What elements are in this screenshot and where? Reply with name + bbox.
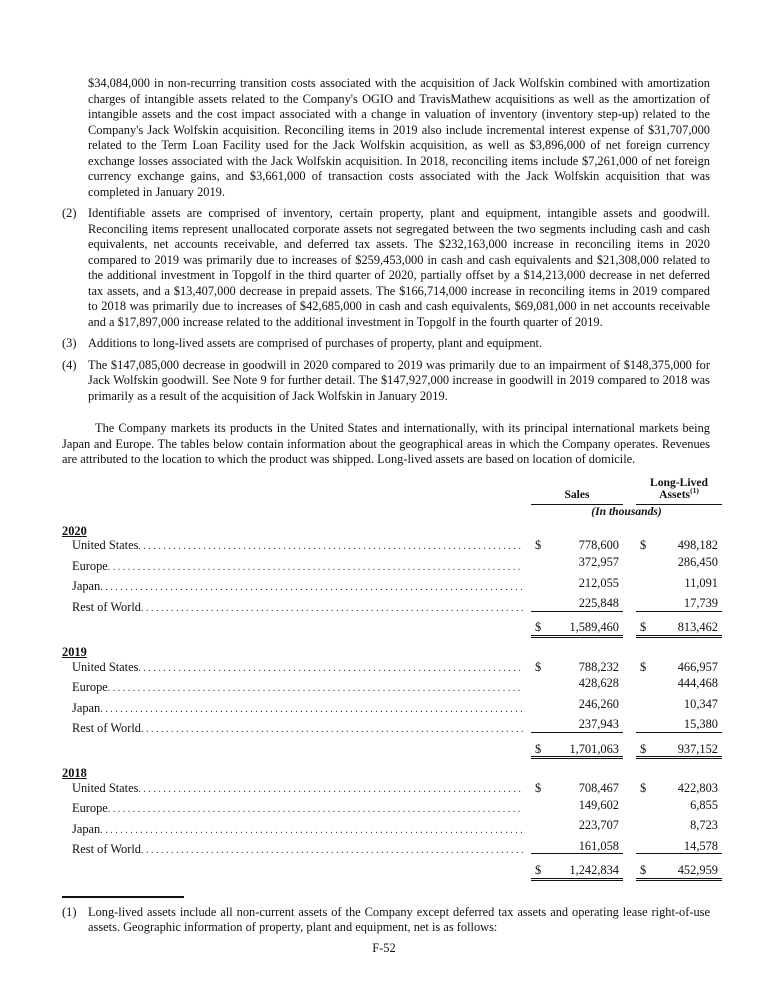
assets-value: 11,091 bbox=[684, 575, 718, 590]
assets-value: 14,578 bbox=[683, 838, 718, 853]
sales-cell bbox=[531, 697, 623, 712]
col-header-line1: Long-Lived bbox=[650, 475, 708, 489]
row-label: Europe bbox=[72, 558, 108, 573]
table-row bbox=[62, 818, 722, 838]
row-label: Japan bbox=[72, 821, 101, 836]
assets-total-value: 452,959 bbox=[677, 862, 718, 877]
assets-total-value: 813,462 bbox=[677, 620, 718, 635]
intro-paragraph: The Company markets its products in the United States and internationally, with its principal international markets being Japan and Europe. The tables below contain information about the geographical areas in which the Company operates. Revenues are attributed to the location to which the product was shipped. Long-lived assets are based on location of domicile. bbox=[62, 421, 710, 466]
sales-value: 161,058 bbox=[578, 838, 619, 853]
footnote-text: Long-lived assets include all non-current assets of the Company except deferred tax assets and operating lease right-of-use assets. Geographic information of property, plant and equipment, net is as follows: bbox=[88, 904, 710, 935]
table-total-row bbox=[62, 861, 722, 881]
table-col-header-long-lived-assets bbox=[636, 477, 722, 505]
dollar-sign: $ bbox=[640, 620, 647, 635]
assets-cell bbox=[636, 781, 722, 796]
table-row bbox=[62, 538, 722, 555]
sales-total-cell bbox=[531, 740, 623, 760]
sales-value: 778,600 bbox=[578, 538, 619, 553]
sales-cell bbox=[531, 676, 623, 691]
note-marker: (2) bbox=[62, 206, 77, 220]
sales-value: 149,602 bbox=[578, 797, 619, 812]
row-label: Europe bbox=[72, 801, 108, 816]
table-total-row bbox=[62, 740, 722, 760]
table-row bbox=[62, 660, 722, 677]
sales-cell bbox=[531, 781, 623, 796]
sales-value: 372,957 bbox=[578, 555, 619, 570]
table-group-2019 bbox=[62, 645, 722, 759]
dollar-sign: $ bbox=[535, 781, 542, 796]
assets-cell bbox=[636, 660, 722, 675]
dot-leader bbox=[108, 680, 523, 694]
dot-leader bbox=[100, 579, 523, 593]
row-label: Japan bbox=[72, 700, 101, 715]
dollar-sign: $ bbox=[535, 862, 542, 877]
assets-total-cell bbox=[636, 618, 722, 638]
footnote-1 bbox=[62, 905, 722, 936]
footnote-divider bbox=[62, 896, 184, 898]
footnote-ref-superscript: (1) bbox=[690, 486, 699, 496]
assets-value: 422,803 bbox=[677, 781, 718, 796]
sales-value: 212,055 bbox=[578, 575, 619, 590]
assets-cell bbox=[636, 798, 722, 813]
sales-cell bbox=[531, 818, 623, 833]
assets-cell bbox=[636, 818, 722, 833]
sales-cell bbox=[531, 576, 623, 591]
footnote-marker: (1) bbox=[62, 904, 77, 919]
assets-value: 8,723 bbox=[690, 818, 718, 833]
row-label: Rest of World bbox=[72, 842, 141, 857]
assets-cell bbox=[636, 697, 722, 712]
row-label: Rest of World bbox=[72, 599, 141, 614]
assets-total-cell bbox=[636, 740, 722, 760]
dollar-sign: $ bbox=[640, 862, 647, 877]
sales-value: 708,467 bbox=[578, 781, 619, 796]
table-row bbox=[62, 576, 722, 596]
assets-value: 444,468 bbox=[677, 676, 718, 691]
note-1-continuation bbox=[88, 76, 722, 200]
note-text: The $147,085,000 decrease in goodwill in 2020 compared to 2019 was primarily due to an impairment of $148,375,000 for Jack Wolfskin goodwill. See Note 9 for further detail. The $147,927,000 increase in goodwill in 2019 compared to 2018 was primarily as a result of the acquisition of Jack Wolfskin in January 2019. bbox=[88, 357, 710, 403]
dot-leader bbox=[100, 822, 523, 836]
geographic-table bbox=[62, 477, 722, 881]
year-header: 2018 bbox=[62, 766, 87, 781]
note-text: Identifiable assets are comprised of inventory, certain property, plant and equipment, intangible assets and goodwill. Reconciling items represent unallocated corporate assets not segregated between the two segments including cash and cash equivalents, net accounts receivable, and deferred tax assets. The $232,163,000 increase in reconciling items in 2020 compared to 2019 was primarily due to increases of $259,453,000 in cash and cash equivalents and $21,308,000 related to the additional investment in Topgolf in the third quarter of 2020, partially offset by a $14,213,000 decrease in net deferred tax assets, and a $13,407,000 decrease in prepaid assets. The $166,714,000 increase in reconciling items in 2019 compared to 2018 was primarily due to increases of $42,685,000 in cash and cash equivalents, $69,081,000 in net accounts receivable and a $17,897,000 increase related to the additional investment in Topgolf in the fourth quarter of 2019. bbox=[88, 206, 710, 329]
assets-cell bbox=[636, 538, 722, 553]
row-label: United States bbox=[72, 538, 139, 553]
col-header-line2: Assets bbox=[659, 488, 691, 502]
assets-value: 286,450 bbox=[677, 555, 718, 570]
sales-total-cell bbox=[531, 618, 623, 638]
table-units-row bbox=[62, 505, 722, 524]
page-number: F-52 bbox=[372, 941, 396, 955]
sales-value: 237,943 bbox=[578, 717, 619, 732]
assets-value: 10,347 bbox=[683, 696, 718, 711]
note-marker: (4) bbox=[62, 357, 77, 372]
assets-value: 15,380 bbox=[683, 717, 718, 732]
table-row bbox=[62, 555, 722, 575]
sales-total-value: 1,242,834 bbox=[569, 862, 619, 877]
assets-cell bbox=[636, 596, 722, 612]
year-header: 2019 bbox=[62, 645, 87, 660]
dot-leader bbox=[141, 842, 523, 856]
assets-cell bbox=[636, 576, 722, 591]
note-4 bbox=[62, 358, 722, 405]
dollar-sign: $ bbox=[535, 620, 542, 635]
row-label: United States bbox=[72, 659, 139, 674]
row-label: Europe bbox=[72, 680, 108, 695]
table-row bbox=[62, 697, 722, 717]
sales-cell bbox=[531, 798, 623, 813]
table-row bbox=[62, 717, 722, 737]
note-2 bbox=[62, 206, 722, 330]
assets-cell bbox=[636, 676, 722, 691]
dot-leader bbox=[141, 600, 523, 614]
table-row bbox=[62, 596, 722, 616]
note-text: $34,084,000 in non-recurring transition costs associated with the acquisition of Jack Wolfskin combined with amortization charges of intangible assets related to the Company's OGIO and TravisMathew acquisitions as well as the amortization of intangible assets and the cost impact associated with a change in valuation of inventory (inventory step-up) related to the Company's Jack Wolfskin acquisition. Reconciling items in 2019 also include incremental interest expense of $31,707,000 related to the Term Loan Facility used for the Jack Wolfskin acquisition, as well as $3,896,000 of net foreign currency exchange losses associated with the Jack Wolfskin acquisition. In 2018, reconciling items include $7,261,000 of net foreign currency exchange gains, and $3,661,000 of transaction costs associated with the Jack Wolfskin acquisition that was completed in January 2019. bbox=[88, 76, 710, 199]
sales-value: 223,707 bbox=[578, 818, 619, 833]
table-units-label: (In thousands) bbox=[591, 504, 662, 518]
sales-cell bbox=[531, 660, 623, 675]
assets-value: 17,739 bbox=[683, 595, 718, 610]
assets-total-value: 937,152 bbox=[677, 741, 718, 756]
sales-cell bbox=[531, 555, 623, 570]
dot-leader bbox=[108, 801, 523, 815]
dollar-sign: $ bbox=[535, 659, 542, 674]
row-label: United States bbox=[72, 781, 139, 796]
dot-leader bbox=[138, 538, 523, 552]
assets-value: 6,855 bbox=[690, 797, 718, 812]
row-label: Japan bbox=[72, 579, 101, 594]
dot-leader bbox=[100, 701, 523, 715]
dot-leader bbox=[138, 660, 523, 674]
assets-cell bbox=[636, 555, 722, 570]
sales-cell bbox=[531, 717, 623, 733]
sales-value: 788,232 bbox=[578, 659, 619, 674]
dollar-sign: $ bbox=[640, 659, 647, 674]
table-group-2018 bbox=[62, 766, 722, 880]
sales-cell bbox=[531, 596, 623, 612]
dot-leader bbox=[138, 781, 523, 795]
table-row bbox=[62, 781, 722, 798]
sales-value: 428,628 bbox=[578, 676, 619, 691]
sales-value: 246,260 bbox=[578, 696, 619, 711]
table-row bbox=[62, 798, 722, 818]
sales-cell bbox=[531, 538, 623, 553]
assets-total-cell bbox=[636, 861, 722, 881]
dollar-sign: $ bbox=[535, 538, 542, 553]
note-3 bbox=[62, 336, 722, 352]
year-header: 2020 bbox=[62, 523, 87, 538]
dollar-sign: $ bbox=[535, 741, 542, 756]
sales-total-value: 1,701,063 bbox=[569, 741, 619, 756]
dollar-sign: $ bbox=[640, 781, 647, 796]
assets-value: 466,957 bbox=[677, 659, 718, 674]
row-label: Rest of World bbox=[72, 720, 141, 735]
dollar-sign: $ bbox=[640, 538, 647, 553]
table-row bbox=[62, 839, 722, 859]
table-group-2020 bbox=[62, 524, 722, 638]
sales-total-cell bbox=[531, 861, 623, 881]
dollar-sign: $ bbox=[640, 741, 647, 756]
assets-cell bbox=[636, 839, 722, 855]
sales-total-value: 1,589,460 bbox=[569, 620, 619, 635]
table-total-row bbox=[62, 618, 722, 638]
assets-value: 498,182 bbox=[677, 538, 718, 553]
dot-leader bbox=[108, 559, 523, 573]
note-text: Additions to long-lived assets are comprised of purchases of property, plant and equipment. bbox=[88, 336, 543, 350]
table-col-header-sales: Sales bbox=[531, 489, 623, 505]
sales-cell bbox=[531, 839, 623, 855]
assets-cell bbox=[636, 717, 722, 733]
dot-leader bbox=[141, 721, 523, 735]
sales-value: 225,848 bbox=[578, 595, 619, 610]
table-header-row bbox=[62, 477, 722, 505]
table-row bbox=[62, 676, 722, 696]
note-marker: (3) bbox=[62, 336, 77, 350]
